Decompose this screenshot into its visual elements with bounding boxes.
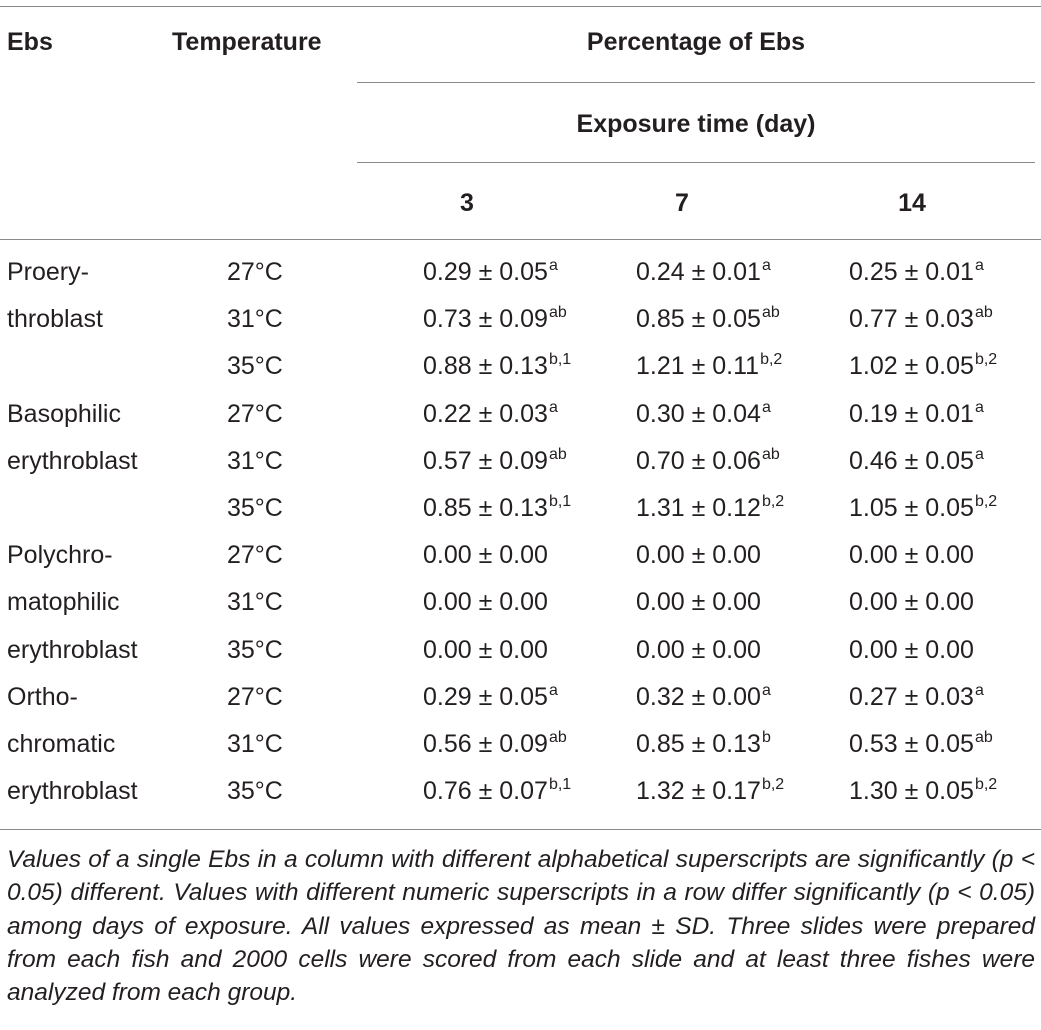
header-day-14: 14 — [898, 189, 926, 217]
mean-sd-value: 0.76 ± 0.07 — [423, 777, 548, 806]
mean-sd-value: 0.56 ± 0.09 — [423, 730, 548, 758]
mean-sd-value: 0.00 ± 0.00 — [636, 588, 761, 617]
value-cell — [636, 257, 771, 291]
significance-superscript: ab — [974, 304, 993, 322]
mean-sd-value: 1.05 ± 0.05 — [849, 494, 974, 522]
value-cell — [849, 682, 984, 716]
ebs-name-line: Basophilic — [7, 399, 121, 428]
mean-sd-value: 0.00 ± 0.00 — [636, 635, 761, 664]
mean-sd-value: 1.31 ± 0.12 — [636, 494, 761, 522]
significance-superscript: b,2 — [761, 493, 785, 510]
significance-superscript: b,2 — [974, 776, 998, 794]
percentage-underline — [357, 82, 1035, 83]
table-footnote: Values of a single Ebs in a column with different alphabetical superscripts are significantly (p < 0.05) different. Values with different numeric superscripts in a row differ significantly (p < 0.05) among days of exposure. All values expressed as mean ± SD. Three slides were prepared from each fish and 2000 cells were scored from each slide and at least three fishes were analyzed from each group. — [7, 846, 1035, 1007]
table-bottom-rule — [0, 829, 1041, 830]
mean-sd-value: 0.57 ± 0.09 — [423, 446, 548, 475]
ebs-name-line: Polychro- — [7, 541, 113, 570]
significance-superscript: b,2 — [761, 776, 785, 794]
mean-sd-value: 1.30 ± 0.05 — [849, 777, 974, 806]
significance-superscript: ab — [548, 445, 567, 463]
value-cell — [849, 540, 975, 574]
temperature-cell: 27°C — [227, 399, 283, 428]
value-cell — [423, 776, 571, 810]
value-cell — [849, 351, 997, 385]
mean-sd-value: 0.30 ± 0.04 — [636, 399, 761, 428]
header-exposure-time: Exposure time (day) — [576, 110, 816, 138]
significance-superscript: a — [761, 398, 771, 416]
mean-sd-value: 0.00 ± 0.00 — [849, 541, 974, 570]
value-cell — [849, 257, 984, 291]
significance-superscript: a — [974, 445, 984, 463]
significance-superscript: a — [548, 257, 558, 274]
value-cell — [636, 493, 784, 527]
mean-sd-value: 0.77 ± 0.03 — [849, 305, 974, 334]
value-cell — [636, 729, 771, 763]
temperature-cell: 27°C — [227, 682, 283, 711]
temperature-cell: 31°C — [227, 730, 283, 758]
mean-sd-value: 0.53 ± 0.05 — [849, 730, 974, 758]
header-day-7: 7 — [675, 189, 689, 217]
header-percentage: Percentage of Ebs — [586, 28, 806, 56]
temperature-cell: 31°C — [227, 588, 283, 617]
value-cell — [636, 540, 762, 574]
value-cell — [423, 682, 558, 716]
mean-sd-value: 1.32 ± 0.17 — [636, 777, 761, 806]
mean-sd-value: 0.85 ± 0.05 — [636, 305, 761, 334]
top-rule — [0, 6, 1041, 7]
temperature-cell: 35°C — [227, 352, 283, 381]
significance-superscript: b,1 — [548, 776, 572, 794]
temperature-cell: 27°C — [227, 541, 283, 570]
mean-sd-value: 0.00 ± 0.00 — [423, 541, 548, 570]
temperature-cell: 35°C — [227, 494, 283, 522]
mean-sd-value: 0.46 ± 0.05 — [849, 446, 974, 475]
value-cell — [849, 776, 997, 810]
mean-sd-value: 0.29 ± 0.05 — [423, 682, 548, 711]
value-cell — [849, 635, 975, 669]
temperature-cell: 31°C — [227, 446, 283, 475]
ebs-name-line: Proery- — [7, 258, 89, 286]
mean-sd-value: 0.19 ± 0.01 — [849, 399, 974, 428]
mean-sd-value: 1.21 ± 0.11 — [636, 352, 760, 381]
mean-sd-value: 0.85 ± 0.13 — [636, 730, 761, 758]
mean-sd-value: 0.27 ± 0.03 — [849, 682, 974, 711]
header-day-3: 3 — [460, 189, 474, 217]
temperature-cell: 35°C — [227, 635, 283, 664]
value-cell — [423, 351, 571, 385]
mean-sd-value: 0.70 ± 0.06 — [636, 446, 761, 475]
value-cell — [636, 351, 782, 385]
value-cell — [849, 729, 993, 763]
value-cell — [423, 635, 549, 669]
mean-sd-value: 1.02 ± 0.05 — [849, 352, 974, 381]
significance-superscript: b,2 — [760, 351, 783, 369]
mean-sd-value: 0.00 ± 0.00 — [423, 635, 548, 664]
value-cell — [423, 729, 567, 763]
mean-sd-value: 0.32 ± 0.00 — [636, 682, 761, 711]
value-cell — [423, 446, 567, 480]
significance-superscript: a — [974, 681, 984, 699]
value-cell — [423, 257, 558, 291]
temperature-cell: 35°C — [227, 777, 283, 806]
mean-sd-value: 0.00 ± 0.00 — [849, 588, 974, 617]
significance-superscript: ab — [548, 304, 567, 322]
value-cell — [849, 493, 997, 527]
significance-superscript: a — [761, 257, 771, 274]
significance-superscript: a — [974, 398, 984, 416]
ebs-name-line: erythroblast — [7, 635, 138, 664]
significance-superscript: ab — [761, 445, 780, 463]
ebs-name-line: chromatic — [7, 730, 116, 758]
ebs-name-line: matophilic — [7, 588, 120, 617]
value-cell — [636, 587, 762, 621]
significance-superscript: ab — [974, 729, 993, 746]
significance-superscript: b,2 — [974, 493, 998, 510]
significance-superscript: a — [761, 681, 771, 699]
mean-sd-value: 0.29 ± 0.05 — [423, 258, 548, 286]
value-cell — [423, 540, 549, 574]
ebs-name-line: erythroblast — [7, 446, 138, 475]
significance-superscript: a — [974, 257, 984, 274]
value-cell — [636, 446, 780, 480]
value-cell — [423, 587, 549, 621]
ebs-name-line: throblast — [7, 305, 103, 334]
ebs-name-line: erythroblast — [7, 777, 138, 806]
exposure-underline — [357, 162, 1035, 163]
mean-sd-value: 0.00 ± 0.00 — [423, 588, 548, 617]
value-cell — [849, 587, 975, 621]
significance-superscript: a — [548, 681, 558, 699]
mean-sd-value: 0.22 ± 0.03 — [423, 399, 548, 428]
mean-sd-value: 0.85 ± 0.13 — [423, 494, 548, 522]
header-temperature: Temperature — [172, 28, 322, 56]
temperature-cell: 31°C — [227, 305, 283, 334]
value-cell — [849, 446, 984, 480]
mean-sd-value: 0.00 ± 0.00 — [849, 635, 974, 664]
value-cell — [423, 493, 571, 527]
significance-superscript: a — [548, 398, 558, 416]
significance-superscript: b,1 — [548, 351, 572, 369]
value-cell — [636, 776, 784, 810]
mean-sd-value: 0.25 ± 0.01 — [849, 258, 974, 286]
mean-sd-value: 0.24 ± 0.01 — [636, 258, 761, 286]
mean-sd-value: 0.73 ± 0.09 — [423, 305, 548, 334]
value-cell — [636, 399, 771, 433]
value-cell — [849, 304, 993, 338]
temperature-cell: 27°C — [227, 258, 283, 286]
value-cell — [423, 399, 558, 433]
mean-sd-value: 0.00 ± 0.00 — [636, 541, 761, 570]
value-cell — [636, 682, 771, 716]
significance-superscript: b — [761, 729, 771, 746]
significance-superscript: b,1 — [548, 493, 572, 510]
value-cell — [636, 635, 762, 669]
header-bottom-rule — [0, 239, 1041, 240]
ebs-name-line: Ortho- — [7, 682, 78, 711]
value-cell — [423, 304, 567, 338]
significance-superscript: ab — [761, 304, 780, 322]
value-cell — [849, 399, 984, 433]
header-ebs: Ebs — [7, 28, 53, 56]
significance-superscript: b,2 — [974, 351, 998, 369]
significance-superscript: ab — [548, 729, 567, 746]
mean-sd-value: 0.88 ± 0.13 — [423, 352, 548, 381]
value-cell — [636, 304, 780, 338]
